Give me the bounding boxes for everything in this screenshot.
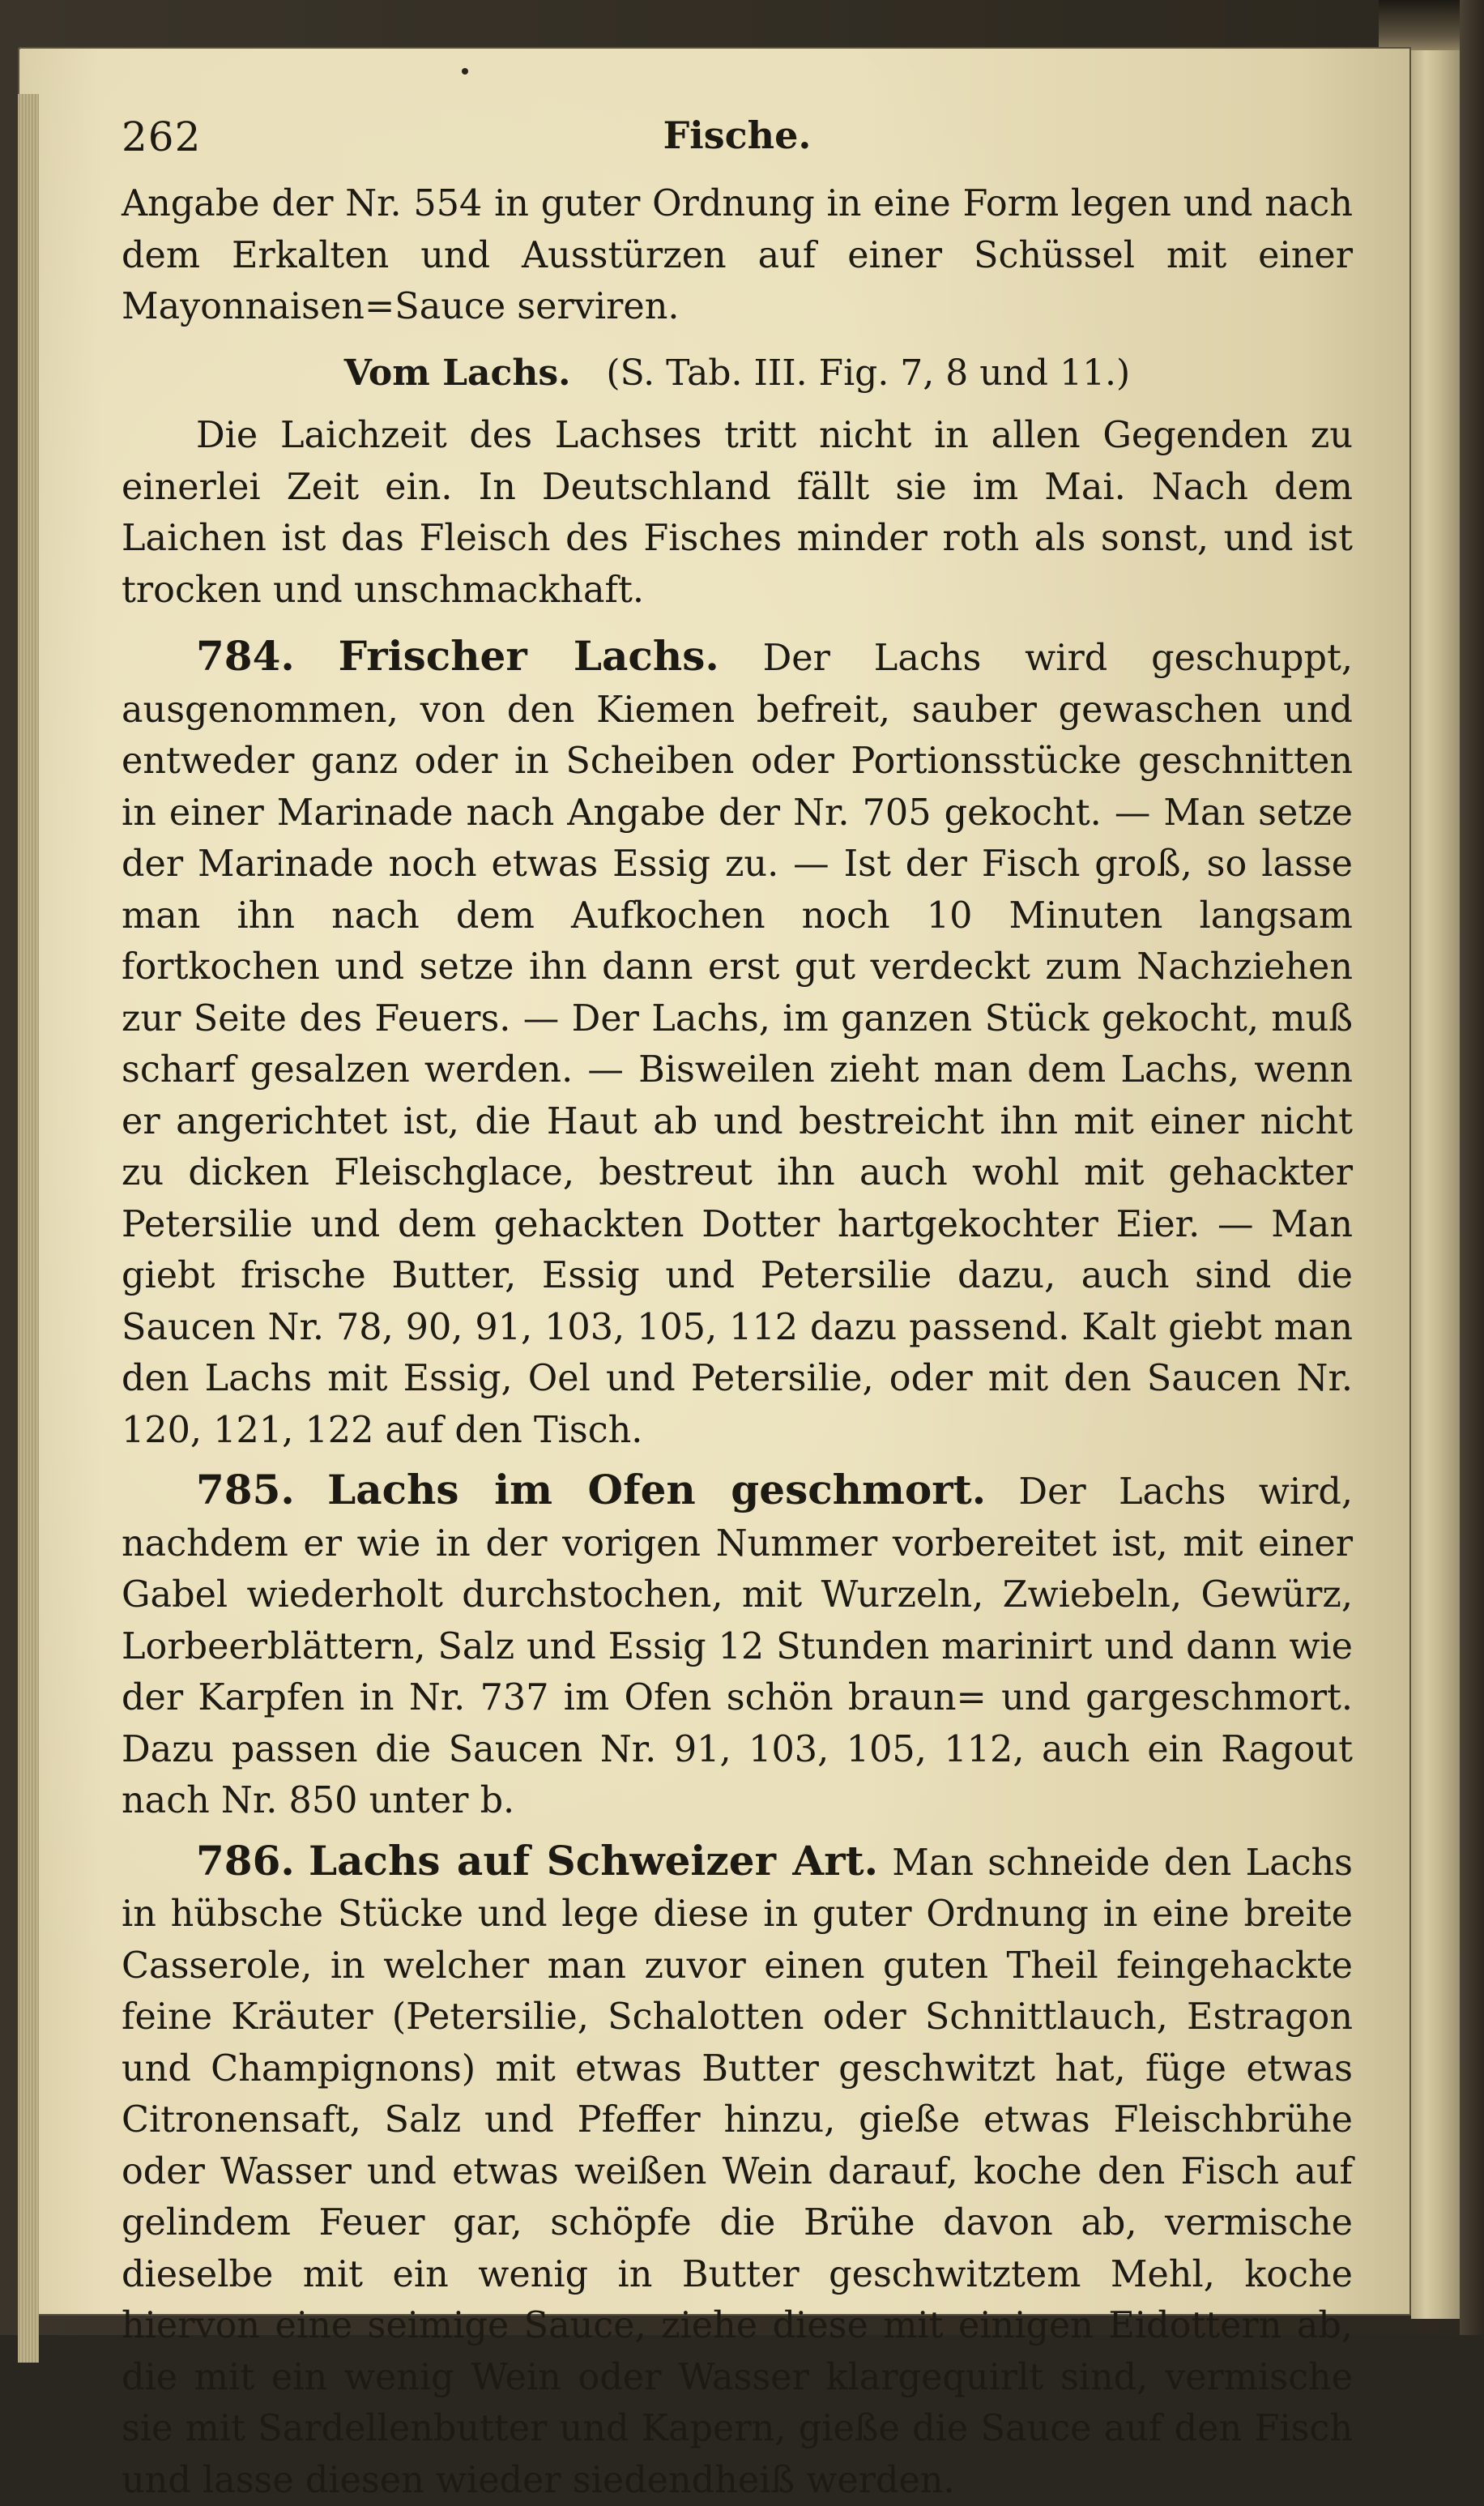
section-paragraph: Die Laichzeit des Lachses tritt nicht in allen Gegenden zu einerlei Zeit ein. In Deutschland fällt sie im Mai. Nach dem Laichen ist das Fleisch des Fisches minder roth als sonst, und ist trocken und unschmackhaft. bbox=[122, 410, 1353, 616]
section-reference: (S. Tab. III. Fig. 7, 8 und 11.) bbox=[606, 352, 1130, 394]
section-title: Vom Lachs. bbox=[344, 352, 571, 394]
page-number: 262 bbox=[122, 113, 201, 160]
book-binding bbox=[1460, 0, 1484, 2335]
ink-dot bbox=[462, 68, 468, 75]
section-heading bbox=[122, 348, 1353, 399]
recipe-784 bbox=[122, 630, 1353, 1456]
recipe-title: Lachs auf Schweizer Art. bbox=[309, 1837, 878, 1885]
recipe-number: 784. bbox=[196, 632, 295, 680]
recipe-body: Der Lachs wird geschuppt, ausgenommen, von den Kiemen befreit, sauber gewaschen und entweder ganz oder in Scheiben oder Portionsstücke geschnitten in einer Marinade nach Angabe der Nr. 705 gekocht. — Man setze der Marinade noch etwas Essig zu. — Ist der Fisch groß, so lasse man ihn nach dem Aufkochen noch 10 Minuten langsam fortkochen und setze ihn dann erst gut verdeckt zum Nachziehen zur Seite des Feuers. — Der Lachs, im ganzen Stück gekocht, muß scharf gesalzen werden. — Bisweilen zieht man dem Lachs, wenn er angerichtet ist, die Haut ab und bestreicht ihn mit einer nicht zu dicken Fleischglace, bestreut ihn auch wohl mit gehackter Petersilie und dem gehackten Dotter hartgekochter Eier. — Man giebt frische Butter, Essig und Petersilie dazu, auch sind die Saucen Nr. 78, 90, 91, 103, 105, 112 dazu passend. Kalt giebt man den Lachs mit Essig, Oel und Petersilie, oder mit den Saucen Nr. 120, 121, 122 auf den Tisch. bbox=[122, 638, 1353, 1451]
page-stack-edge bbox=[1411, 50, 1460, 2319]
recipe-body: Man schneide den Lachs in hübsche Stücke und lege diese in guter Ordnung in eine breite Casserole, in welcher man zuvor einen guten Theil feingehackte feine Kräuter (Petersilie, Schalotten oder Schnittlauch, Estragon und Champignons) mit etwas Butter geschwitzt hat, füge etwas Citronensaft, Salz und Pfeffer hinzu, gieße etwas Fleischbrühe oder Wasser und etwas weißen Wein darauf, koche den Fisch auf gelindem Feuer gar, schöpfe die Brühe davon ab, vermische dieselbe mit ein wenig in Butter geschwitztem Mehl, koche hiervon eine seimige Sauce, ziehe diese mit einigen Eidottern ab, die mit ein wenig Wein oder Wasser klargequirlt sind, vermische sie mit Sardellenbutter und Kapern, gieße die Sauce auf den Fisch und lasse diesen wieder siedendheiß werden. bbox=[122, 1842, 1353, 2501]
page-content bbox=[122, 113, 1353, 2506]
recipe-title: Lachs im Ofen geschmort. bbox=[327, 1466, 986, 1513]
recipe-number: 785. bbox=[196, 1466, 295, 1513]
recipe-785 bbox=[122, 1464, 1353, 1827]
page-header bbox=[122, 113, 1353, 178]
recipe-786 bbox=[122, 1835, 1353, 2506]
recipe-number: 786. bbox=[196, 1837, 295, 1885]
running-head: Fische. bbox=[122, 113, 1353, 157]
page-left-edge bbox=[18, 94, 39, 2363]
intro-paragraph: Angabe der Nr. 554 in guter Ordnung in eine Form legen und nach dem Erkalten und Ausstürzen auf einer Schüssel mit einer Mayonnaisen=Sauce serviren. bbox=[122, 178, 1353, 333]
recipe-body: Der Lachs wird, nachdem er wie in der vorigen Nummer vorbereitet ist, mit einer Gabel wiederholt durchstochen, mit Wurzeln, Zwiebeln, Gewürz, Lorbeerblättern, Salz und Essig 12 Stunden marinirt und dann wie der Karpfen in Nr. 737 im Ofen schön braun= und gargeschmort. Dazu passen die Saucen Nr. 91, 103, 105, 112, auch ein Ragout nach Nr. 850 unter b. bbox=[122, 1471, 1353, 1821]
recipe-title: Frischer Lachs. bbox=[339, 632, 719, 680]
